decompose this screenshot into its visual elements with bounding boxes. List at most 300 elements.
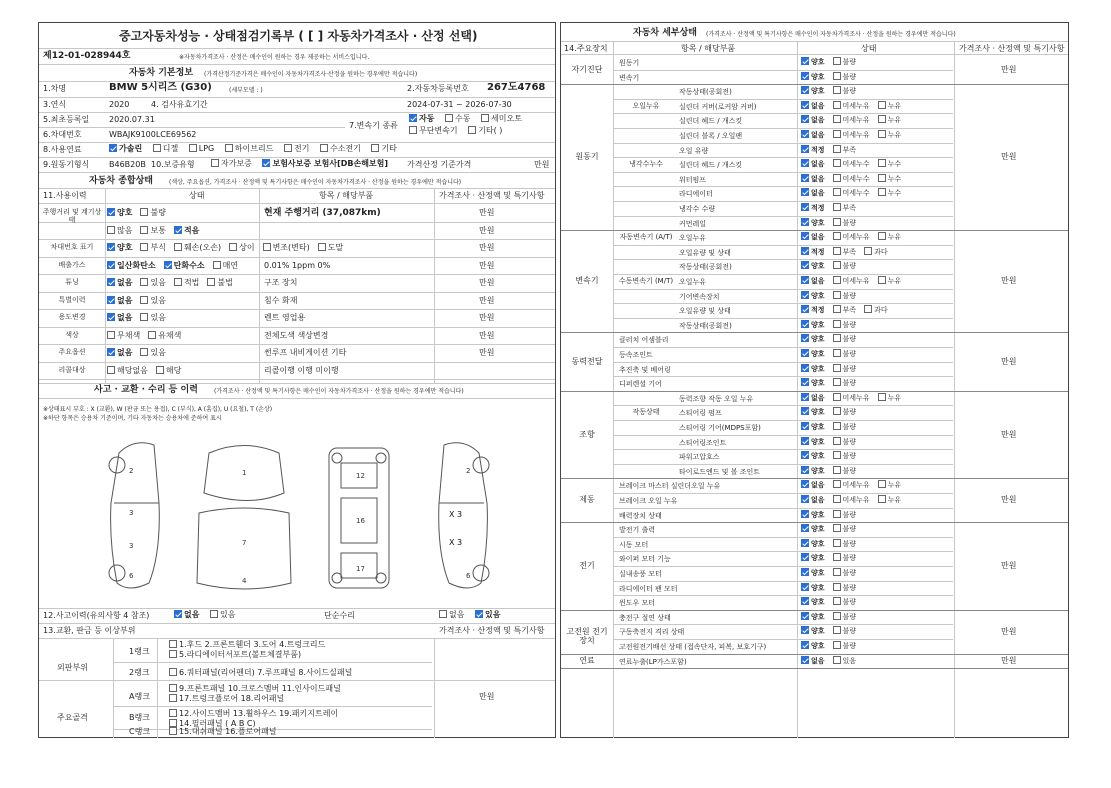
checkbox-checked[interactable] [801,276,809,284]
checkbox-checked[interactable] [801,583,809,591]
checkbox-checked[interactable] [164,261,172,269]
checkbox[interactable] [833,612,841,620]
transmission-label: 7.변속기 종류 [349,121,398,130]
checkbox-checked[interactable] [801,553,809,561]
option: 과다 [864,247,888,257]
rank1-label: 1랭크 [129,647,150,656]
checkbox[interactable] [169,709,177,717]
document-number: 제12-01-028944호 [43,51,131,61]
option: 미세누유 [833,101,870,111]
detail-state [801,495,909,505]
overall-row-label: 배출가스 [58,260,86,269]
checkbox-checked[interactable] [801,334,809,342]
checkbox[interactable] [833,320,841,328]
detail-state [801,174,909,184]
detail-state [801,451,864,461]
checkbox-checked[interactable] [801,393,809,401]
checkbox-checked[interactable] [801,437,809,445]
checkbox[interactable] [878,393,886,401]
checkbox-checked[interactable] [107,278,115,286]
vin: WBAJK9100LCE69562 [109,130,197,139]
detail-state [801,378,864,388]
checkbox[interactable] [445,114,453,122]
checkbox-checked[interactable] [801,524,809,532]
option: 양호 [801,57,825,67]
checkbox-checked[interactable] [801,174,809,182]
detail-item: 와이퍼 모터 기능 [619,555,671,564]
checkbox[interactable] [833,437,841,445]
checkbox-checked[interactable] [801,568,809,576]
detail-subgroup-label: 작동상태 [632,408,660,417]
option: 부족 [833,203,857,213]
option: 있음 [140,296,165,306]
checkbox[interactable] [833,378,841,386]
detail-state [801,480,909,490]
checkbox[interactable] [833,305,841,313]
checkbox-checked[interactable] [174,226,182,234]
detail-subgroup-label: 냉각수누수 [629,160,663,169]
checkbox[interactable] [169,719,177,727]
car-name-label: 1.차명 [43,84,67,93]
checkbox-checked[interactable] [801,188,809,196]
checkbox[interactable] [207,278,215,286]
rankB-items-2: 14.필러패널 ( A B C) [169,719,256,729]
checkbox[interactable] [107,366,115,374]
detail-item: 구동축전지 격리 상태 [619,628,685,637]
option: 부족 [833,247,857,257]
checkbox-checked[interactable] [801,626,809,634]
checkbox[interactable] [833,57,841,65]
checkbox[interactable] [153,144,161,152]
option: 있음 [140,313,165,323]
checkbox[interactable] [878,188,886,196]
warranty-options: 자가보증 보험사보증 보험사[DB손해보험] [211,159,396,169]
checkbox-checked[interactable] [801,656,809,664]
rankA-label: A랭크 [129,692,150,701]
option: 없음 [801,174,825,184]
overall-row-item: 구조 장치 [264,278,298,287]
detail-item: 실린더 커버(로커암 커버) [679,102,757,111]
detail-group-price: 만원 [1001,356,1017,366]
checkbox-checked[interactable] [801,378,809,386]
checkbox[interactable] [833,115,841,123]
detail-item: 브레이크 오일 누유 [619,497,678,505]
detail-item: 파워고압호스 [679,453,720,462]
main-frame-label: 주요골격 [57,713,88,722]
detail-group-price: 만원 [1001,276,1017,286]
option: 누유 [878,101,902,111]
overall-row-state [107,243,351,253]
checkbox-checked[interactable] [801,510,809,518]
option: 없음 [801,130,825,140]
checkbox[interactable] [174,243,182,251]
document-title: 중고자동차성능 · 상태점검기록부 ( [ ] 자동차가격조사 · 산정 선택) [119,29,478,43]
option: 불량 [833,218,857,228]
checkbox[interactable] [107,226,115,234]
simple-repair-options: 없음 있음 [439,610,508,620]
checkbox[interactable] [140,296,148,304]
checkbox-checked[interactable] [107,313,115,321]
option: 없음 [801,656,825,666]
svg-text:3: 3 [129,542,134,550]
checkbox-checked[interactable] [801,159,809,167]
option: 미세누유 [833,232,870,242]
option: 양호 [801,451,825,461]
detail-subgroup-label: 수동변속기 (M/T) [618,277,674,285]
option: 없음 [801,115,825,125]
detail-state [801,612,864,622]
svg-text:4: 4 [242,577,247,585]
checkbox[interactable] [878,232,886,240]
detail-state [801,597,864,607]
checkbox-checked[interactable] [801,641,809,649]
option: 누유 [878,115,902,125]
checkbox[interactable] [833,466,841,474]
checkbox-checked[interactable] [801,364,809,372]
checkbox[interactable] [833,72,841,80]
basic-info-note: (가격산정기준가격은 매수인이 자동차가격조사·산정을 원하는 경우에만 적습니다) [204,71,418,78]
option: 양호 [801,524,825,534]
checkbox[interactable] [833,539,841,547]
fuel-label: 8.사용연료 [43,145,82,154]
checkbox-checked[interactable] [801,145,809,153]
option: 미세누수 [833,174,870,184]
exchange-price: 만원 [479,692,495,701]
option: 불법 [207,278,232,288]
overall-header-item: 항목 / 해당부품 [319,191,374,200]
detail-header-price: 가격조사 · 산정액 및 특기사항 [959,44,1065,53]
checkbox-checked[interactable] [107,348,115,356]
checkbox[interactable] [318,243,326,251]
checkbox[interactable] [833,101,841,109]
checkbox[interactable] [833,188,841,196]
svg-text:1: 1 [242,469,247,477]
checkbox[interactable] [833,145,841,153]
service-notice: ※자동차가격조사 · 산정은 매수인이 원하는 경우 제공하는 서비스입니다. [179,54,370,61]
checkbox[interactable] [189,144,197,152]
option: 해당없음 [107,366,148,376]
checkbox[interactable] [107,331,115,339]
option: 불량 [833,626,857,636]
checkbox-checked[interactable] [801,407,809,415]
detail-state [801,145,864,155]
checkbox[interactable] [833,524,841,532]
detail-item: 고전원전기배선 상태 (접속단자, 피복, 보호기구) [619,643,767,651]
overall-row-label: 특별이력 [58,295,86,304]
detail-item: 라디에이터 [679,190,713,199]
option: 적정 [801,203,825,213]
checkbox[interactable] [225,144,233,152]
rankA-items-2: 17.트렁크플로어 18.리어패널 [169,694,284,704]
option: 없음 [801,101,825,111]
checkbox[interactable] [878,480,886,488]
checkbox[interactable] [833,261,841,269]
checkbox[interactable] [140,208,148,216]
detail-item: 작동상태(공회전) [679,263,732,272]
checkbox[interactable] [833,495,841,503]
checkbox[interactable] [169,727,177,735]
engine-label: 9.원동기형식 [43,160,90,169]
checkbox-checked[interactable] [801,480,809,488]
checkbox-checked[interactable] [801,597,809,605]
checkbox[interactable] [833,510,841,518]
detail-item: 클러치 어셈블리 [619,336,669,345]
option: 양호 [801,364,825,374]
detail-group-label: 연료 [579,655,595,665]
checkbox[interactable] [140,226,148,234]
detail-subgroup-label: 자동변속기 (A/T) [619,233,673,242]
checkbox[interactable] [140,278,148,286]
checkbox[interactable] [169,668,177,676]
checkbox-checked[interactable] [801,86,809,94]
overall-row-state [107,226,207,236]
rank1-items: 1.후드 2.프론트휀더 3.도어 4.트렁크리드 [169,640,325,650]
first-reg-date: 2020.07.31 [109,115,155,124]
option: 불량 [833,261,857,271]
engine-type: B46B20B [109,160,146,169]
overall-row-state [107,296,174,306]
checkbox-checked[interactable] [475,610,483,618]
checkbox[interactable] [833,174,841,182]
option: 양호 [801,86,825,96]
checkbox[interactable] [833,568,841,576]
checkbox[interactable] [833,407,841,415]
checkbox[interactable] [833,159,841,167]
checkbox-checked[interactable] [409,114,417,122]
checkbox[interactable] [833,86,841,94]
checkbox-checked[interactable] [801,247,809,255]
checkbox-checked[interactable] [801,232,809,240]
detail-item: 기어변속장치 [679,292,720,301]
checkbox-checked[interactable] [801,72,809,80]
option: 미세누유 [833,115,870,125]
checkbox-checked[interactable] [801,305,809,313]
checkbox-checked[interactable] [801,495,809,503]
option: 불량 [833,583,857,593]
checkbox[interactable] [833,583,841,591]
checkbox[interactable] [833,276,841,284]
checkbox[interactable] [833,334,841,342]
checkbox[interactable] [878,130,886,138]
checkbox[interactable] [169,694,177,702]
overall-row-item: 렌트 영업용 [264,313,306,322]
svg-text:6: 6 [129,572,134,580]
overall-row-price: 만원 [479,295,495,305]
checkbox-checked[interactable] [174,610,182,618]
rank2-label: 2랭크 [129,668,150,677]
checkbox[interactable] [211,159,219,167]
checkbox[interactable] [833,626,841,634]
outer-panel-label: 외판부위 [57,663,88,672]
checkbox[interactable] [833,641,841,649]
checkbox[interactable] [284,144,292,152]
legend-symbols: ※상태표시 부호 : X (교환), W (판금 또는 용접), C (부식), A (흠집), U (요철), T (손상) [43,406,273,413]
option: 보통 [140,226,165,236]
detail-group-price: 만원 [1001,561,1017,570]
option: 양호 [801,539,825,549]
exchange-label: 13.교환, 판금 등 이상부위 [43,626,136,635]
accident-note: (가격조사 · 산정액 및 특기사항은 매수인이 자동차가격조사 · 산정을 원하는 경우에만 적습니다) [214,388,464,395]
checkbox-checked[interactable] [801,320,809,328]
checkbox-checked[interactable] [801,291,809,299]
option: 없음 [107,313,132,323]
option: 누유 [878,130,902,140]
checkbox[interactable] [140,313,148,321]
checkbox[interactable] [833,232,841,240]
checkbox-checked[interactable] [801,203,809,211]
reg-number: 267도4768 [487,82,546,93]
checkbox[interactable] [833,597,841,605]
checkbox[interactable] [439,610,447,618]
checkbox-checked[interactable] [801,101,809,109]
checkbox[interactable] [148,331,156,339]
checkbox[interactable] [833,422,841,430]
checkbox[interactable] [210,610,218,618]
accident-history-label: 12.사고이력(유의사항 4 참조) [43,611,150,620]
year-label: 3.연식 [43,100,67,109]
checkbox-checked[interactable] [801,612,809,620]
checkbox[interactable] [878,495,886,503]
checkbox[interactable] [878,174,886,182]
checkbox-checked[interactable] [801,130,809,138]
checkbox[interactable] [833,130,841,138]
detail-state [801,349,864,359]
detail-item: 등속조인트 [619,351,653,359]
checkbox-checked[interactable] [107,243,115,251]
option: 도말 [318,243,343,253]
checkbox-checked[interactable] [262,159,270,167]
detail-item: 디퍼렌셜 기어 [619,380,662,389]
checkbox-checked[interactable] [801,349,809,357]
option: 불량 [833,451,857,461]
accident-history-options: 없음 있음 [174,610,243,620]
damage-mark-lower: X 3 [449,538,463,547]
checkbox[interactable] [833,218,841,226]
option: 있음 [833,656,857,666]
checkbox[interactable] [140,243,148,251]
overall-row-label: 주행거리 및 계기상태 [42,208,102,224]
overall-row-item: 전체도색 색상변경 [264,330,329,340]
checkbox[interactable] [140,348,148,356]
detail-group-price: 만원 [1001,64,1017,74]
checkbox-checked[interactable] [801,422,809,430]
detail-state [801,218,864,228]
checkbox[interactable] [833,247,841,255]
option: 적법 [174,278,199,288]
detail-state [801,188,909,198]
overall-row-price: 만원 [479,330,495,340]
checkbox[interactable] [833,349,841,357]
price-basis-label: 가격산정 기준가격 [407,160,472,169]
detail-state [801,291,864,301]
overall-row-state [107,313,174,323]
checkbox-checked[interactable] [107,261,115,269]
vin-label: 6.차대번호 [43,130,82,139]
option: 변조(변타) [263,243,310,253]
checkbox[interactable] [833,364,841,372]
checkbox[interactable] [878,115,886,123]
detail-group-price: 만원 [1001,495,1017,505]
checkbox[interactable] [409,126,417,134]
checkbox-checked[interactable] [801,261,809,269]
checkbox[interactable] [371,144,379,152]
checkbox[interactable] [156,366,164,374]
checkbox[interactable] [213,261,221,269]
checkbox-checked[interactable] [801,451,809,459]
option: 부식 [140,243,165,253]
option: 미세누유 [833,480,870,490]
checkbox[interactable] [833,656,841,664]
option: 누유 [878,232,902,242]
checkbox-checked[interactable] [107,208,115,216]
checkbox-checked[interactable] [107,296,115,304]
checkbox[interactable] [174,278,182,286]
checkbox[interactable] [833,393,841,401]
checkbox[interactable] [169,650,177,658]
option: 누수 [878,159,902,169]
detail-group-label: 조향 [579,429,595,439]
overall-row-price: 만원 [479,208,495,217]
checkbox[interactable] [263,243,271,251]
checkbox[interactable] [833,553,841,561]
checkbox[interactable] [169,684,177,692]
overall-row-item: 현재 주행거리 (37,087km) [264,208,381,218]
checkbox[interactable] [468,126,476,134]
detail-item: 변속기 [619,73,640,82]
option: 매연 [213,261,238,271]
checkbox[interactable] [833,203,841,211]
option: 없음 [107,278,132,288]
detail-item: 충전구 절연 상태 [619,613,671,622]
detail-state [801,334,864,344]
checkbox[interactable] [878,159,886,167]
checkbox-checked[interactable] [801,466,809,474]
overall-row-price: 만원 [479,348,495,357]
rankC-label: C랭크 [129,727,151,736]
checkbox-checked[interactable] [801,539,809,547]
overall-row-price: 만원 [479,313,495,322]
checkbox-checked[interactable] [109,144,117,152]
detail-header-device: 14.주요장치 [564,44,608,53]
checkbox[interactable] [833,451,841,459]
checkbox[interactable] [833,480,841,488]
checkbox-checked[interactable] [801,57,809,65]
checkbox[interactable] [864,247,872,255]
detail-item: 커먼레일 [679,219,707,228]
checkbox[interactable] [169,640,177,648]
option: 불량 [833,334,857,344]
detail-state [801,276,909,286]
checkbox[interactable] [878,101,886,109]
overall-row-price: 만원 [479,243,495,252]
checkbox[interactable] [878,276,886,284]
checkbox[interactable] [481,114,489,122]
detail-group-price: 만원 [1001,655,1017,665]
checkbox[interactable] [320,144,328,152]
checkbox-checked[interactable] [801,115,809,123]
checkbox[interactable] [229,243,237,251]
checkbox[interactable] [833,291,841,299]
detail-state [801,510,864,520]
detail-state [801,364,864,374]
detail-state [801,101,909,111]
detail-item: 스티어링 펌프 [679,409,722,418]
accident-title: 사고 · 교환 · 수리 등 이력 [94,385,198,395]
checkbox-checked[interactable] [801,218,809,226]
car-damage-diagram [99,433,499,598]
detail-item: 실내송풍 모터 [619,570,662,578]
checkbox[interactable] [864,305,872,313]
